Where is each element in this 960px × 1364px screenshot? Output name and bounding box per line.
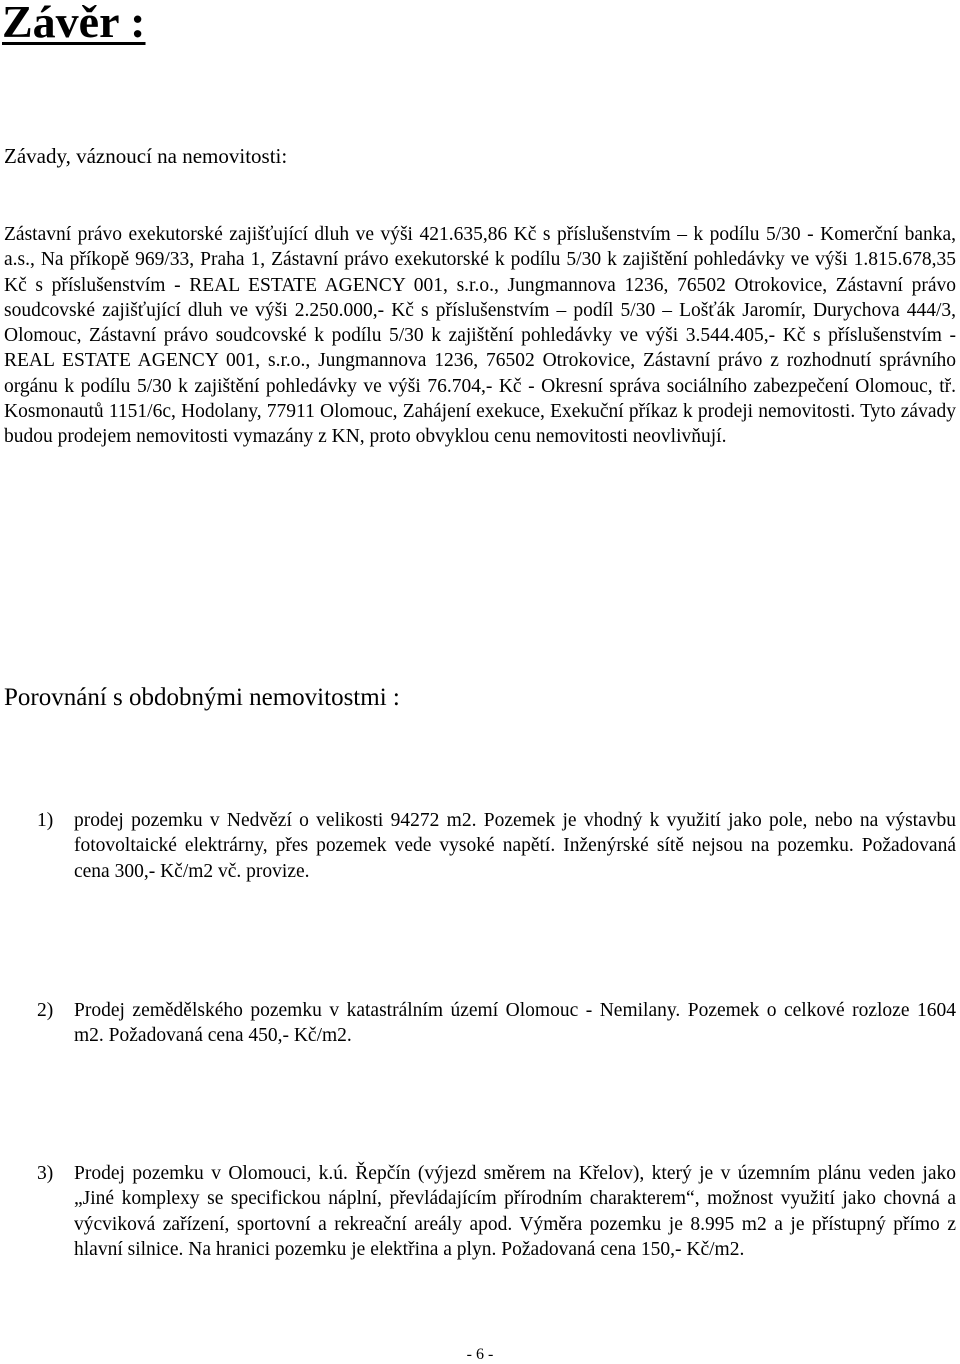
- list-item: [37, 1161, 956, 1262]
- list-item: [37, 808, 956, 884]
- list-item-text: Prodej zemědělského pozemku v katastrálním území Olomouc - Nemilany. Pozemek o celkové rozloze 1604 m2. Požadovaná cena 450,- Kč/m2.: [74, 1000, 956, 1047]
- page-number: - 6 -: [466, 1346, 494, 1363]
- list-item-text: Prodej pozemku v Olomouci, k.ú. Řepčín (výjezd směrem na Křelov), který je v územním plánu veden jako „Jiné komplexy se specifickou náplní, převládajícím přírodním charakterem“, možnost využití jako chovná a výcviková zařízení, sportovní a rekreační areály apod. Výměra pozemku je 8.995 m2 a je přístupný přímo z hlavní silnice. Na hranici pozemku je elektřina a plyn. Požadovaná cena 150,- Kč/m2.: [74, 1163, 956, 1260]
- list-item-text: prodej pozemku v Nedvězí o velikosti 94272 m2. Pozemek je vhodný k využití jako pole, nebo na výstavbu fotovoltaické elektrárny, přes pozemek vede vysoké napětí. Inženýrské sítě nejsou na pozemku. Požadovaná cena 300,- Kč/m2 vč. provize.: [74, 810, 956, 882]
- defects-paragraph: Zástavní právo exekutorské zajišťující dluh ve výši 421.635,86 Kč s příslušenstvím – k podílu 5/30 - Komerční banka, a.s., Na příkopě 969/33, Praha 1, Zástavní právo exekutorské k podílu 5/30 k zajištění pohledávky ve výši 1.815.678,35 Kč s příslušenstvím - REAL ESTATE AGENCY 001, s.r.o., Jungmannova 1236, 76502 Otrokovice, Zástavní právo soudcovské zajišťující dluh ve výši 2.250.000,- Kč s příslušenstvím – podíl 5/30 – Lošťák Jaromír, Durychova 444/3, Olomouc, Zástavní právo soudcovské k podílu 5/30 k zajištění pohledávky ve výši 3.544.405,- Kč s příslušenstvím - REAL ESTATE AGENCY 001, s.r.o., Jungmannova 1236, 76502 Otrokovice, Zástavní právo z rozhodnutí správního orgánu k podílu 5/30 k zajištění pohledávky ve výši 76.704,- Kč - Okresní správa sociálního zabezpečení Olomouc, tř. Kosmonautů 1151/6c, Hodolany, 77911 Olomouc, Zahájení exekuce, Exekuční příkaz k prodeji nemovitosti. Tyto závady budou prodejem nemovitosti vymazány z KN, proto obvyklou cenu nemovitosti neovlivňují.: [4, 224, 956, 448]
- list-item-number: 2): [37, 1000, 54, 1021]
- defects-title: Závady, váznoucí na nemovitosti:: [4, 144, 288, 168]
- list-item-number: 1): [37, 810, 54, 831]
- page-heading: Závěr :: [2, 0, 146, 47]
- list-item-number: 3): [37, 1163, 54, 1184]
- comparison-title: Porovnání s obdobnými nemovitostmi :: [4, 684, 400, 711]
- list-item: [37, 998, 956, 1049]
